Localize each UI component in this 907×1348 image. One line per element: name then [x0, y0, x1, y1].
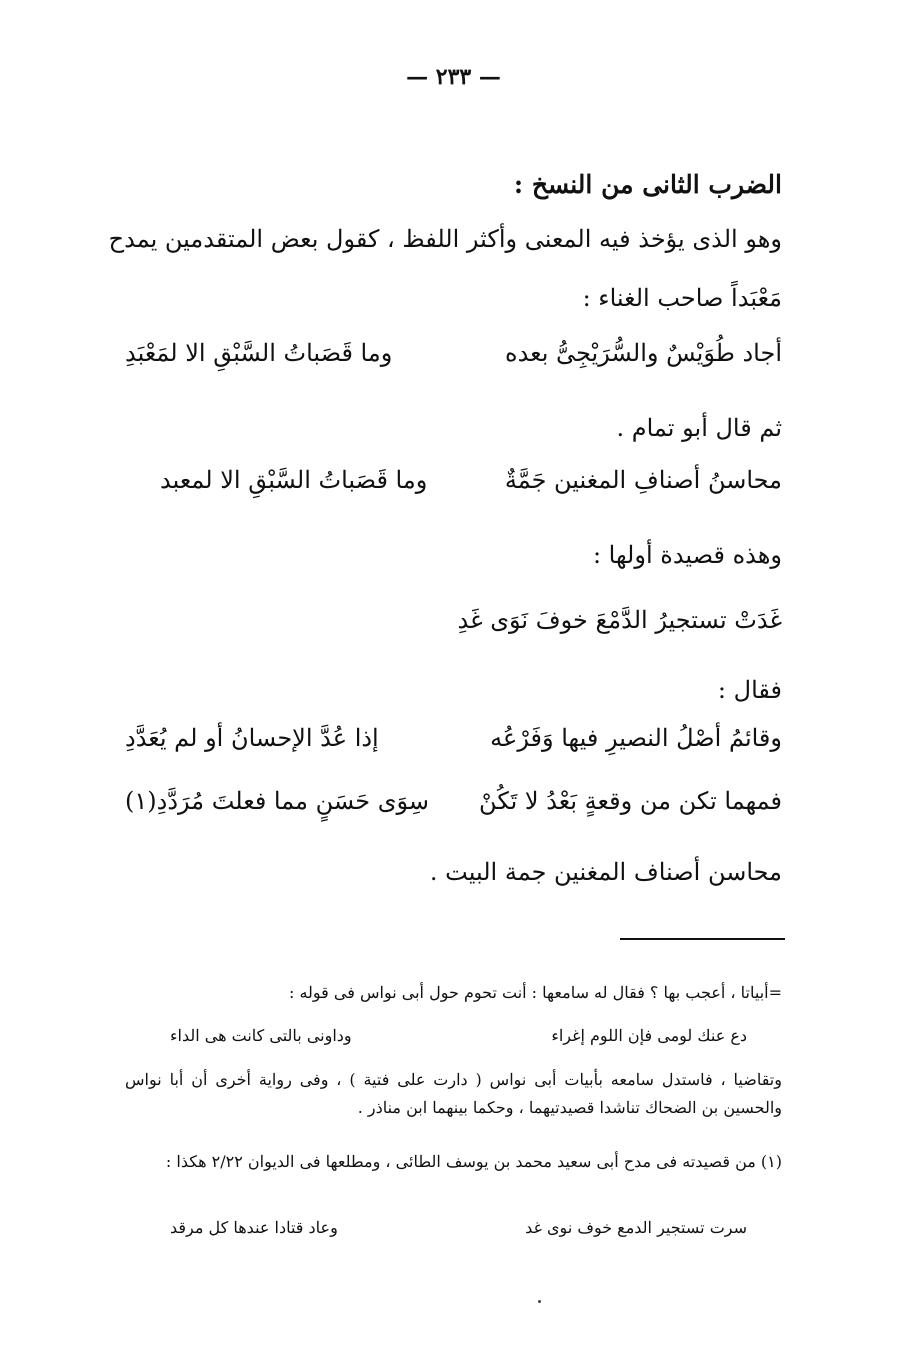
he-said-line: فقال : — [717, 676, 782, 704]
poem-first-line: غَدَتْ تستجيرُ الدَّمْعَ خوفَ نَوَى غَدِ — [457, 606, 782, 634]
footnote-verse-hemistich-1: دع عنك لومى فإن اللوم إغراء — [551, 1026, 747, 1045]
footnote-verse — [170, 1026, 747, 1045]
intro-line-1: وهو الذى يؤخذ فيه المعنى وأكثر اللفظ ، كقول بعض المتقدمين يمدح — [108, 225, 782, 253]
footnote-1: (١) من قصيدته فى مدح أبى سعيد محمد بن يوسف الطائى ، ومطلعها فى الديوان ٢/٢٢ هكذا : — [165, 1152, 782, 1171]
page-number: — ٢٣٣ — — [406, 64, 501, 90]
footnote-continuation-paragraph: وتقاضيا ، فاستدل سامعه بأبيات أبى نواس ( دارت على فتية ) ، وفى رواية أخرى أن أبا نواس والحسين بن الضحاك تناشدا قصيدتيهما ، وحكما بينهما ابن مناذر . — [125, 1070, 782, 1117]
poem-intro-line: وهذه قصيدة أولها : — [592, 541, 782, 569]
closing-line: محاسن أصناف المغنين جمة البيت . — [429, 858, 782, 886]
verse-2-hemistich-1: محاسنُ أصنافِ المغنين جَمَّةٌ — [504, 466, 782, 494]
verse-2-hemistich-2: وما قَصَباتُ السَّبْقِ الا لمعبد — [160, 466, 428, 494]
footnote-separator — [620, 938, 785, 940]
verse-4-hemistich-1: فمهما تكن من وقعةٍ بَعْدُ لا تَكُنْ — [479, 787, 782, 815]
footnote-1-verse-hemistich-1: سرت تستجير الدمع خوف نوى غد — [525, 1218, 747, 1237]
verse-3 — [125, 724, 782, 752]
verse-3-hemistich-2: إذا عُدَّ الإحسانُ أو لم يُعَدَّدِ — [125, 724, 379, 752]
verse-2 — [160, 466, 782, 494]
footnote-1-verse — [170, 1218, 747, 1237]
footnote-1-verse-hemistich-2: وعاد قتادا عندها كل مرقد — [170, 1218, 338, 1237]
then-said-line: ثم قال أبو تمام . — [616, 414, 782, 442]
verse-4 — [125, 787, 782, 815]
verse-1-hemistich-2: وما قَصَباتُ السَّبْقِ الا لمَعْبَدِ — [125, 339, 393, 367]
footnote-continuation-line: =أبياتا ، أعجب بها ؟ فقال له سامعها : أنت تحوم حول أبى نواس فى قوله : — [288, 983, 782, 1002]
intro-line-2: مَعْبَداً صاحب الغناء : — [582, 284, 782, 312]
verse-3-hemistich-1: وقائمُ أصْلُ النصيرِ فيها وَفَرْعُه — [490, 724, 782, 752]
verse-4-hemistich-2: سِوَى حَسَنٍ مما فعلتَ مُرَدَّدِ(١) — [125, 787, 430, 815]
verse-1 — [125, 339, 782, 367]
print-speck — [538, 1300, 541, 1303]
verse-1-hemistich-1: أجاد طُوَيْسٌ والسُّرَيْجِىُّ بعده — [505, 339, 782, 367]
section-heading: الضرب الثانى من النسخ : — [513, 170, 782, 199]
footnote-verse-hemistich-2: وداونى بالتى كانت هى الداء — [170, 1026, 352, 1045]
